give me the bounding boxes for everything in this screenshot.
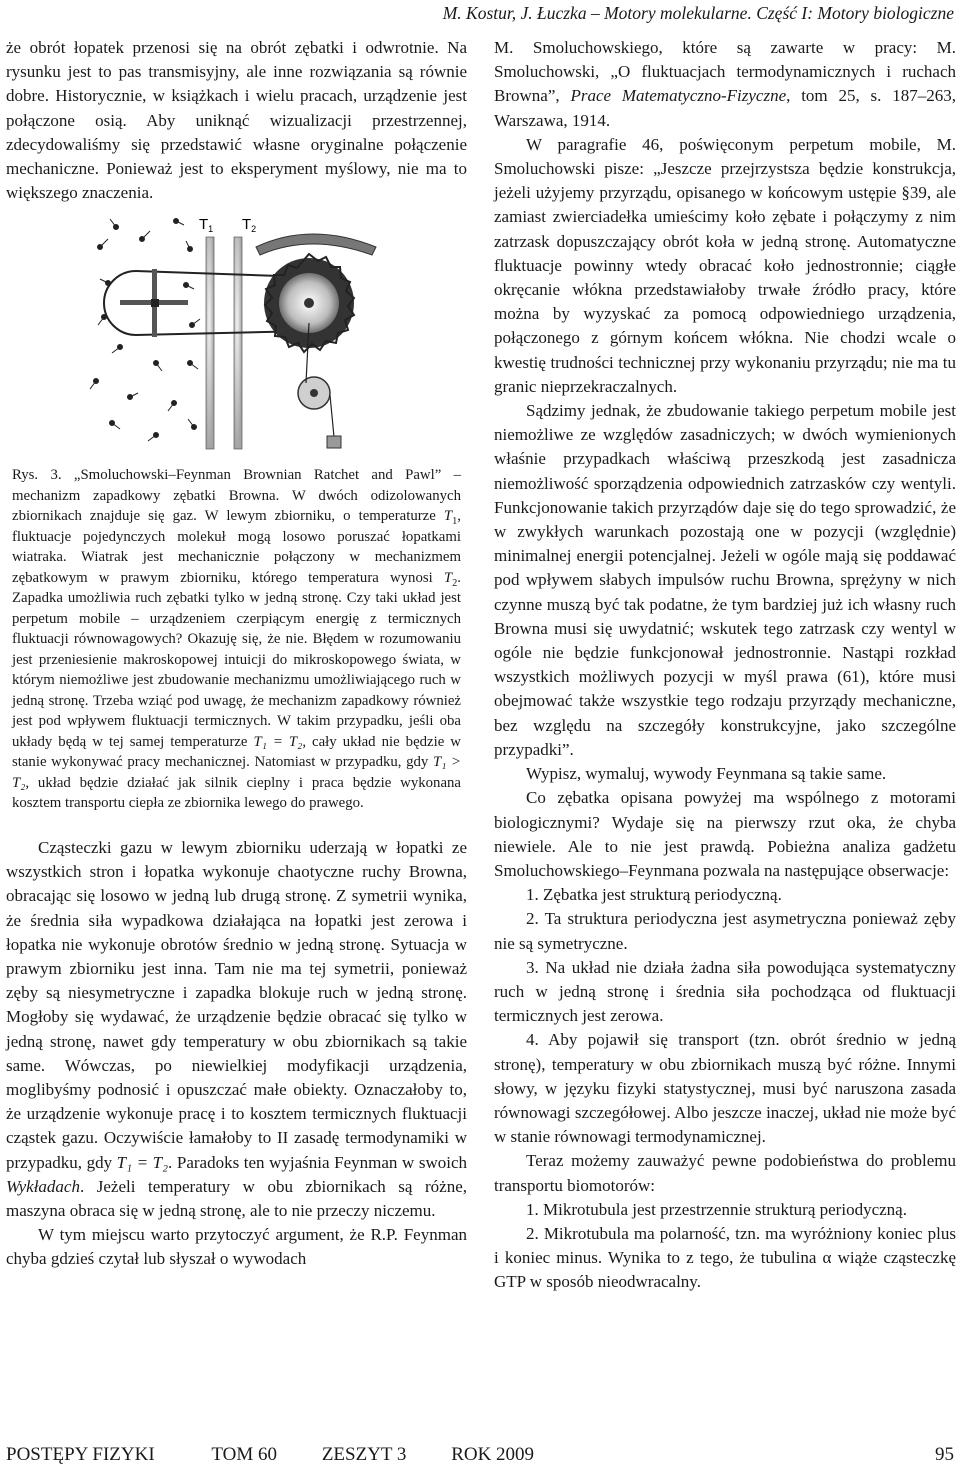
figure-caption: Rys. 3. „Smoluchowski–Feynman Brownian Ratchet and Pawl” – mechanizm zapadkowy zębatki Browna. W dwóch odizolowanych zbiornikach znajduje się gaz. W lewym zbiorniku, o temperaturze $T_1$, fluktuacje pojedynczych molekuł mogą losowo poruszać łopatkami wiatraka. Wiatrak jest mechanicznie połączony w mechanizmem zębatkowym w prawym zbiorniku, którego temperatura wynosi $T_2$. Zapadka umożliwia ruch zębatki tylko w jedną stronę. Czy taki układ jest perpetum mobile – urządzeniem czerpiącym energię z termicznych fluktuacji równowagowych? Okazuję się, że nie. Błędem w rozumowaniu jest przeniesienie makroskopowej intuicji do mikroskopowego świata, w którym niemożliwe jest zbudowanie mechanizmu umożliwiającego ruch w jedną stronę. Trzeba wziąć pod uwagę, że mechanizm zapadkowy również jest pod wpływem fluktuacji termicznych. W takim przypadku, jeśli oba układy będą w tej samej temperaturze T₁ = T₂, cały układ nie będzie w stanie wykonywać pracy mechanicznej. Natomiast w przypadku, gdy T₁ > T₂, układ będzie działać jak silnik cieplny i praca będzie wykonana kosztem transportu ciepła ze zbiornika lewego do prawego. bbox=[12, 467, 461, 812]
ratchet-diagram bbox=[86, 213, 386, 457]
gas-molecules bbox=[90, 219, 200, 442]
paragraph-quote-cont: Sądzimy jednak, że zbudowanie takiego perpetum mobile jest niemożliwe ze względów zasadniczych; w dwóch wymienionych właśnie przypadkach właściwą przeszkodą jest zasadnicza niemożliwość sporządzenia odpowiednich zatrzasków czy wentyli. Funkcjonowanie takich przyrządów daje się do tego sprowadzić, że w zwykłych warunkach pozostają one w pozycji (względnie) minimalnej energii potencjalnej. Jeżeli w ogóle mają się poddawać pod wpływem słabych impulsów ruchu Browna, sprężyny w nich czynne muszą być tak podatne, że tym bardziej już ich własny ruch Browna musi się uwydatnić; wskutek tego zatrzask czy wentyl w ogóle nie będzie funkcjonował jednostronnie. Nastąpi rozkład wszystkich możliwych pozycji w myśl prawa (61), które musi obejmować także wszystkie tego rodzaju przyrządy mechaniczne, bez względu na szczegóły konstrukcyjne, jako szczególne przypadki”. bbox=[494, 401, 956, 759]
paragraph-molecules: Cząsteczki gazu w lewym zbiorniku uderzają w łopatki ze wszystkich stron i łopatka wykonuje chaotyczne ruchy Browna, obracając się losowo w jedną lub drugą stronę. Z symetrii wynika, że średnia siła wypadkowa działająca na łopatki jest zerowa i łopatka nie wykonuje obrotów średnio w jedną stronę. Sytuacja w prawym zbiorniku jest inna. Tam nie ma tej symetrii, ponieważ zęby są niesymetryczne i zapadka blokuje ruch w jedną stronę. Mogłoby się wydawać, że urządzenie będzie obracać się tylko w jedną stronę, nawet gdy temperatury w obu zbiornikach są takie same. Wówczas, po niewielkiej modyfikacji urządzenia, moglibyśmy podnosić i opuszczać małe obiekty. Oznaczałoby to, że urządzenie wykonuje pracę i to kosztem termicznych fluktuacji cząstek gazu. Oczywiście łamałoby to II zasadę termodynamiki w przypadku, gdy T₁ = T₂. Paradoks ten wyjaśnia Feynman w swoich Wykładach. Jeżeli temperatury w obu zbiornikach są różne, maszyna obraca się w jedną stronę, ale to nie przeczy niczemu. bbox=[6, 837, 468, 1220]
figure-ratchet bbox=[6, 211, 467, 457]
footer-journal: POSTĘPY FIZYKI bbox=[6, 1444, 155, 1465]
intro-paragraph: że obrót łopatek przenosi się na obrót zębatki i odwrotnie. Na rysunku jest to pas transmisyjny, ale inne rozwiązania są równie dobre. Historycznie, w książkach i wielu pracach, urządzenie jest połączone osią. Aby uniknąć wizualizacji przestrzennej, zdecydowaliśmy się przedstawić własne oryginalne połączenie mechaniczne. Ponieważ jest to eksperyment myślowy, nie ma to większego znaczenia. bbox=[6, 38, 467, 203]
footer-year: ROK 2009 bbox=[451, 1444, 535, 1465]
label-t1: $T_1$ bbox=[199, 216, 214, 235]
wall-left bbox=[206, 237, 214, 449]
ratchet-wheel bbox=[264, 254, 354, 352]
footer-issue: ZESZYT 3 bbox=[321, 1444, 407, 1465]
list-item: 3. Na układ nie działa żadna siła powodująca systematyczny ruch w jedną stronę i średnia siła pochodząca od fluktuacji termicznych jest zerowa. bbox=[494, 957, 956, 1026]
paragraph-feynman: W tym miejscu warto przytoczyć argument, że R.P. Feynman chyba gdzieś czytał lub słyszał o wywodach bbox=[6, 1225, 467, 1269]
footer-volume: TOM 60 bbox=[211, 1444, 278, 1465]
list-item: 2. Ta struktura periodyczna jest asymetryczna ponieważ zęby nie są symetryczne. bbox=[494, 909, 956, 953]
label-t2: $T_2$ bbox=[242, 216, 257, 235]
list-item: 1. Zębatka jest strukturą periodyczną. bbox=[526, 885, 782, 905]
right-column bbox=[494, 36, 956, 1295]
paddle-wheel bbox=[120, 269, 188, 337]
paragraph-quote: W paragrafie 46, poświęconym perpetum mobile, M. Smoluchowski pisze: „Jeszcze przejrzystsza będzie konstrukcja, jeżeli użyjemy przyrządu, opisanego w końcowym ustępie §39, ale zamiast zwierciadełka umieścimy koło zębate i połączymy z nim zatrzask dopuszczający obrót koła w jedną stronę. Automatyczne fluktuacje powinny wtedy obracać koło jednostronnie; ciągłe okręcanie włókna przedstawiałoby trwałe źródło pracy, które można by wyzyskać za pomocą odpowiedniego urządzenia, połączonego z górnym końcem włókna. Nie chodzi wcale o kwestię trudności technicznej przy wykonaniu przyrządu; nie ma tu granic nieprzekraczalnych. bbox=[494, 134, 956, 396]
page-footer bbox=[6, 1444, 954, 1466]
paragraph-same: Wypisz, wymaluj, wywody Feynmana są takie same. bbox=[526, 764, 887, 784]
list-item: 1. Mikrotubula jest przestrzennie strukturą periodyczną. bbox=[526, 1199, 907, 1219]
pawl bbox=[256, 234, 376, 255]
wall-right bbox=[234, 237, 242, 449]
paragraph-similarity: Teraz możemy zauważyć pewne podobieństwa do problemu transportu biomotorów: bbox=[494, 1151, 956, 1195]
list-item: 2. Mikrotubula ma polarność, tzn. ma wyróżniony koniec plus i koniec minus. Wynika to z tego, że tubulina α wiąże cząsteczkę GTP w sposób nieodwracalny. bbox=[494, 1223, 956, 1292]
page-number: 95 bbox=[935, 1444, 954, 1465]
running-header: M. Kostur, J. Łuczka – Motory molekularne. Część I: Motory biologiczne bbox=[442, 3, 954, 23]
list-item: 4. Aby pojawił się transport (tzn. obrót średnio w jedną stronę), temperatury w obu zbiornikach muszą być różne. Innymi słowy, w języku fizyki statystycznej, musi być naruszona zasada równowagi szczegółowej. Albo jeszcze inaczej, układ nie może być w stanie równowagi termodynamicznej. bbox=[494, 1030, 956, 1147]
left-column bbox=[6, 36, 467, 1272]
paragraph-reference: M. Smoluchowskiego, które są zawarte w pracy: M. Smoluchowski, „O fluktuacjach termodynamicznych i ruchach Browna”, Prace Matematyczno-Fizyczne, tom 25, s. 187–263, Warszawa, 1914. bbox=[494, 38, 956, 130]
paragraph-question: Co zębatka opisana powyżej ma wspólnego z motorami biologicznymi? Wydaje się na pierwszy rzut oka, że chyba niewiele. Ale to nie jest prawdą. Pobieżna analiza gadżetu Smoluchowskiego–Feynmana pozwala na następujące obserwacje: bbox=[494, 788, 956, 880]
